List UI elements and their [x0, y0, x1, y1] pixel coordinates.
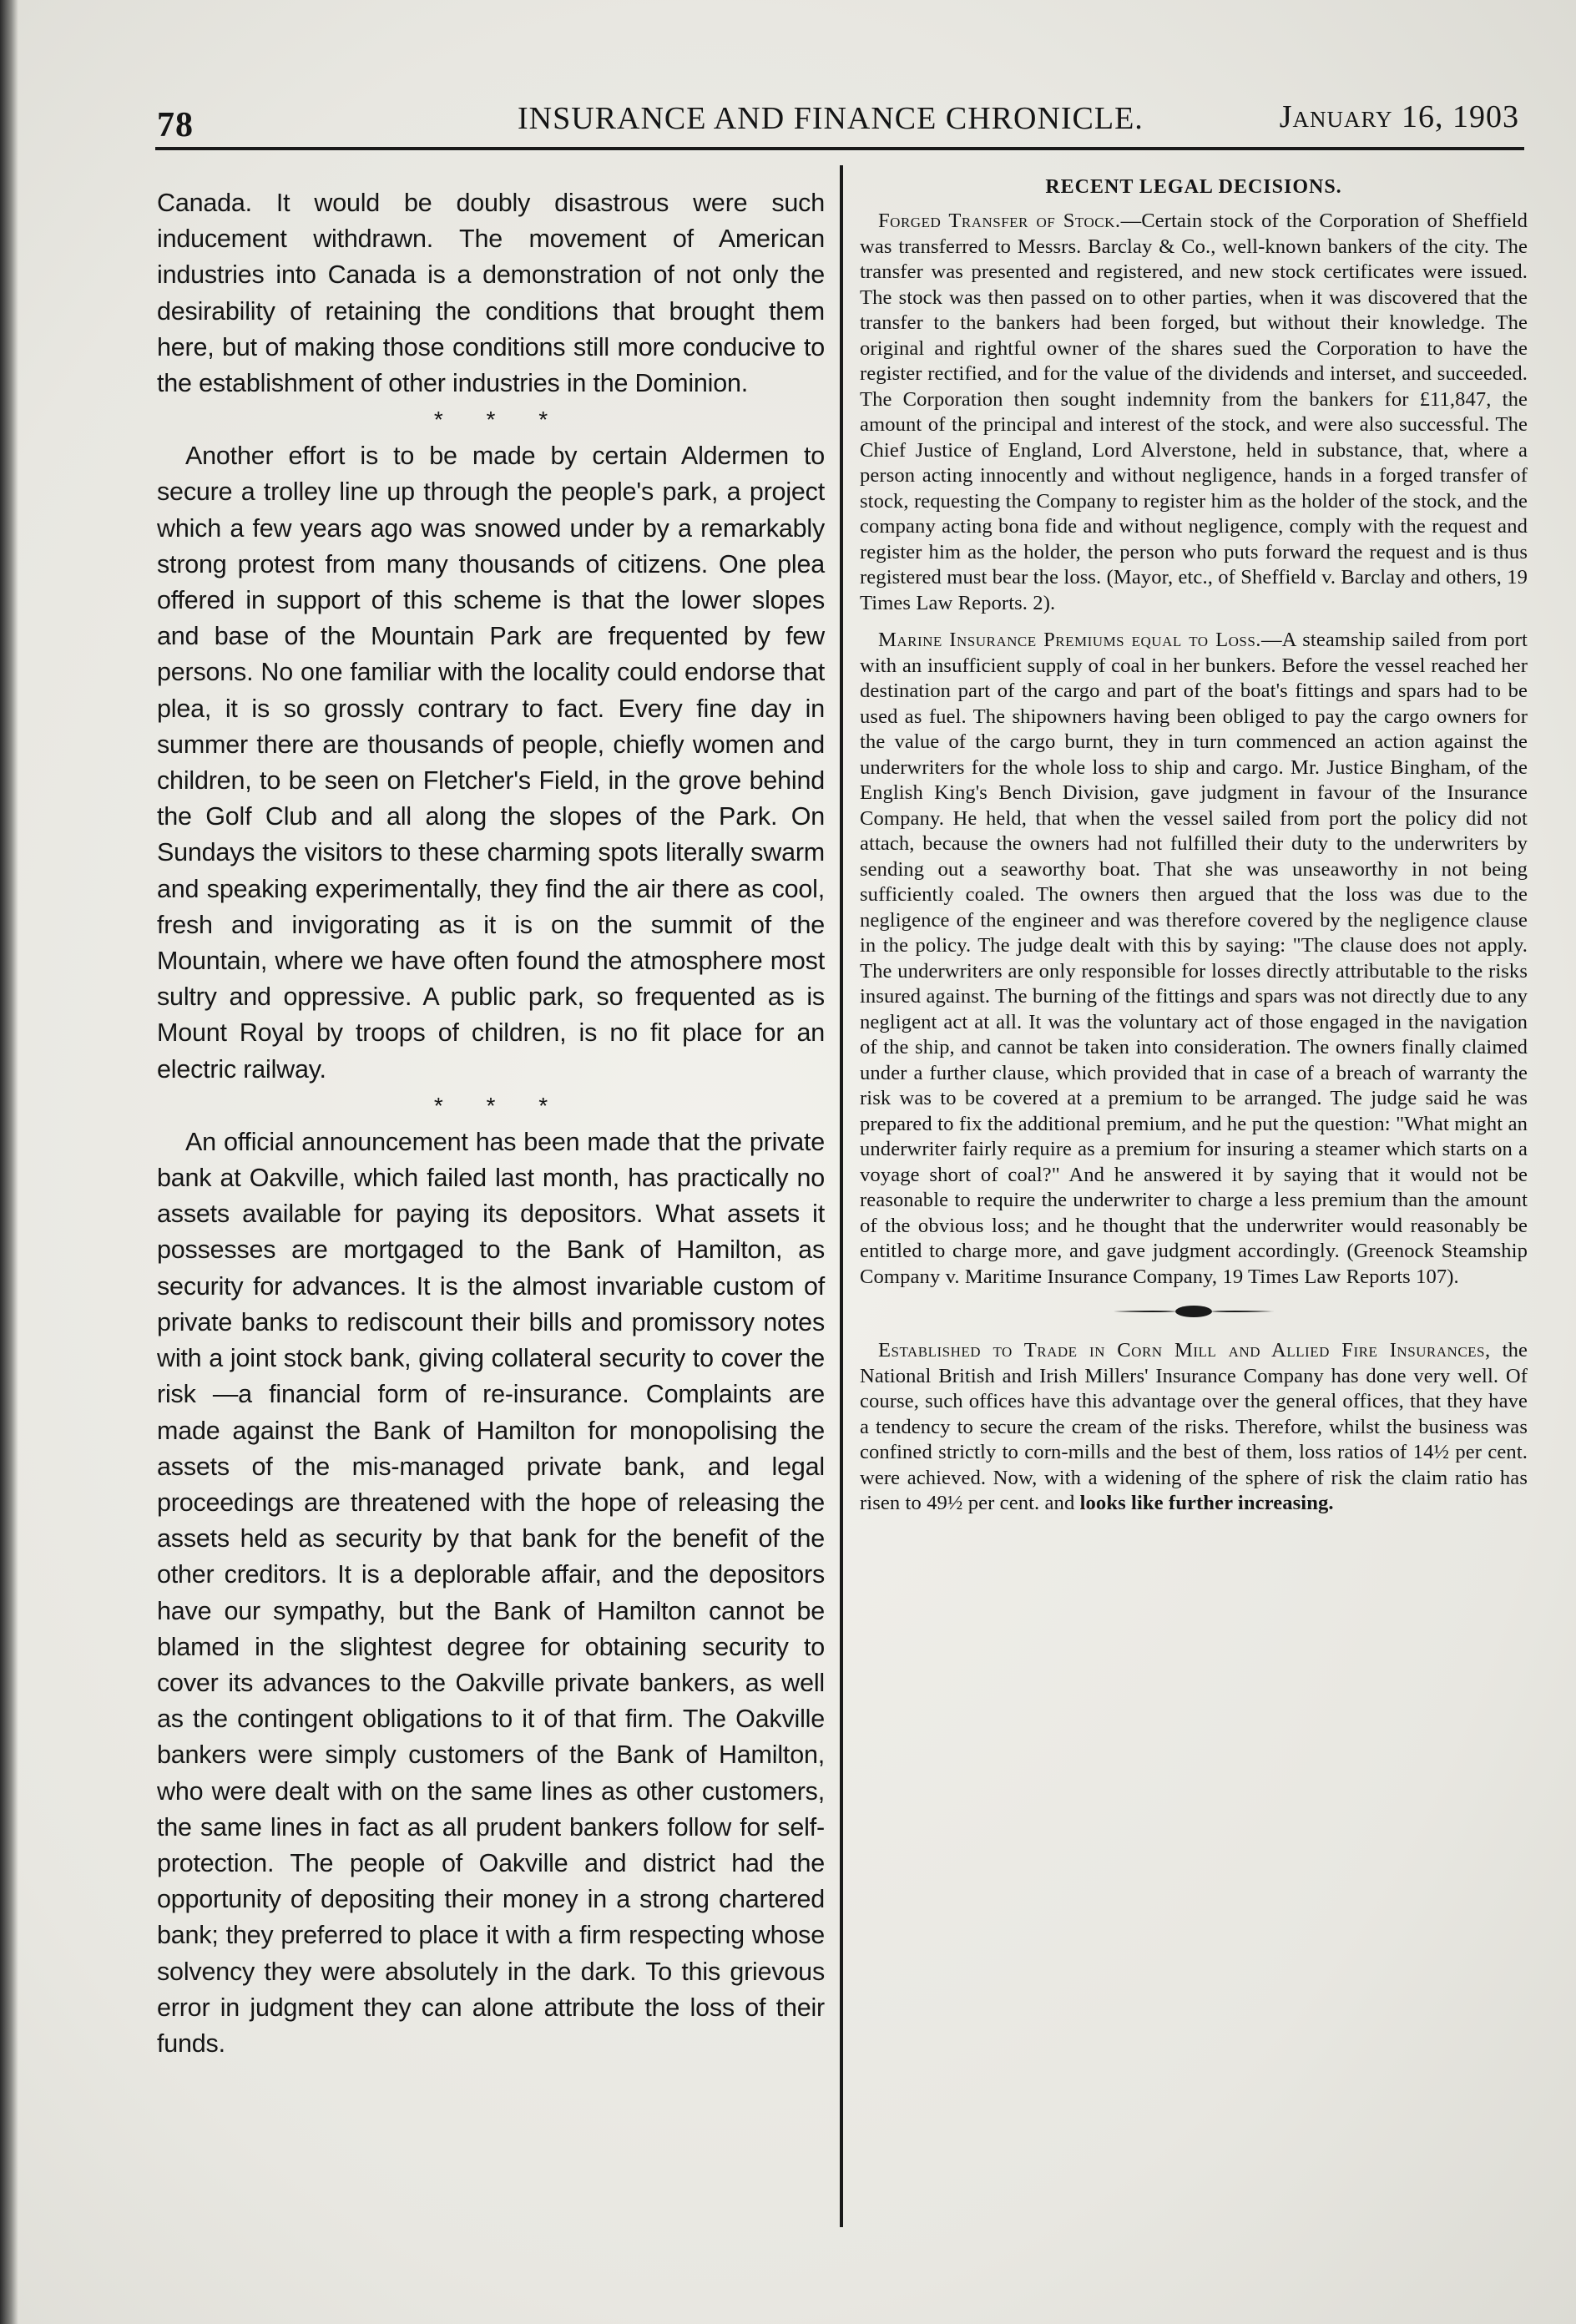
issue-date: January 16, 1903: [1279, 99, 1519, 134]
page-header: [150, 90, 1519, 142]
item-3-end: looks like further increasing.: [1079, 1492, 1334, 1514]
item-millers-insurance: [860, 1338, 1528, 1517]
right-column: [860, 170, 1528, 1528]
case-marine-insurance: [860, 628, 1528, 1290]
case-1-lead: Forged Transfer of Stock.: [878, 210, 1121, 232]
editorial-paragraph-1: Canada. It would be doubly disastrous were such inducement withdrawn. The movement of American industries into Canada is a demonstration of not only the desirability of retaining the conditions that brought them here, but of making those conditions still more conducive to the establishment of other industries in the Dominion.: [157, 189, 825, 398]
case-2-body: —A steamship sailed from port with an insufficient supply of coal in her bunkers. Before the vessel reached her destination part of the cargo and part of the boat's fittings and spars had to be used as fuel. The shipowners having been obliged to pay the cargo owners for the value of the cargo burnt, they in turn commenced an action against the underwriters for the whole loss to ship and cargo. Mr. Justice Bingham, of the English King's Bench Division, gave judgment in favour of the Insurance Company. He held, that when the vessel sailed from port the policy did not attach, because the owners had not fulfilled their duty to the underwriters by sending out a seaworthy boat. That she was unseaworthy in not being sufficiently coaled. The owners then argued that the loss was due to the negligence of the engineer and was therefore covered by the negligence clause in the policy. The judge dealt with this by saying: "The clause does not apply. The underwriters are only responsible for losses directly attributable to the risks insured against. The burning of the fittings and spars was not directly due to any negligent act at all. It was the voluntary act of those engaged in the navigation of the ship, and cannot be taken into consideration. The owners finally claimed under a further clause, which provided that in case of a breach of warranty the risk was to be covered at a premium to be arranged. The judge said he was prepared to fix the additional premium, and he put the question: "What might an underwriter fairly require as a premium for insuring a steamer which starts on a voyage short of coal?" And he answered it by saying that it would not be reasonable to require the underwriter to charge a less premium than the amount of the obvious loss; and he thought that the underwriter would reasonably be entitled to charge more, and gave judgment accordingly. (Greenock Steamship Company v. Maritime Insurance Company, 19 Times Law Reports 107).: [860, 629, 1528, 1288]
column-divider: [840, 165, 843, 2227]
editorial-paragraph-3: An official announcement has been made that the private bank at Oakville, which failed last month, has practically no assets available for paying its depositors. What assets it possesses are mortgaged to the Bank of Hamilton, as security for advances. It is the almost invariable custom of private banks to rediscount their bills and promissory notes with a joint stock bank, giving collateral security to cover the risk —a financial form of re-insurance. Complaints are made against the Bank of Hamilton for monopolising the assets of the mis-managed private bank, and legal proceedings are threatened with the hope of releasing the assets held as security by that bank for the benefit of the other creditors. It is a deplorable affair, and the depositors have our sympathy, but the Bank of Hamilton cannot be blamed in the slightest degree for obtaining security to cover its advances to the Oakville private bankers, as well as the contingent obligations to it of that firm. The Oakville bankers were simply customers of the Bank of Hamilton, who were dealt with on the same lines as other customers, the same lines in fact as all prudent bankers follow for self-protection. The people of Oakville and district had the opportunity of depositing their money in a strong chartered bank; they preferred to place it with a firm respecting whose solvency they were absolutely in the dark. To this grievous error in judgment they can alone attribute the loss of their funds.: [157, 1127, 825, 2058]
editorial-paragraph-2: Another effort is to be made by certain Aldermen to secure a trolley line up through the people's park, a project which a few years ago was snowed under by a remarkably strong protest from many thousands of citizens. One plea offered in support of this scheme is that the lower slopes and base of the Mountain Park are frequented by few persons. No one familiar with the locality could endorse that plea, it is so grossly contrary to fact. Every fine day in summer there are thousands of people, chiefly women and children, to be seen on Fletcher's Field, in the grove behind the Golf Club and all along the slopes of the Park. On Sundays the visitors to these charming spots literally swarm and speaking experimentally, they find the air there as cool, fresh and invigorating as it is on the summit of the Mountain, where we have often found the atmosphere most sultry and oppressive. A public park, so frequented as is Mount Royal by troops of children, is no fit place for an electric railway.: [157, 442, 825, 1084]
section-separator-2: * * *: [433, 1092, 567, 1119]
section-separator-1: * * *: [433, 407, 567, 433]
ornament-divider: [860, 1301, 1528, 1321]
ornament-rule-icon: [1110, 1301, 1277, 1321]
left-column: [157, 185, 825, 2062]
item-3-lead: Established to Trade in Corn Mill and Allied Fire Insurances,: [878, 1339, 1491, 1362]
publication-title: INSURANCE AND FINANCE CHRONICLE.: [518, 101, 1144, 136]
scan-edge-shadow: [0, 0, 18, 2324]
legal-decisions-heading: RECENT LEGAL DECISIONS.: [1045, 176, 1342, 198]
page-number: 78: [157, 106, 194, 144]
item-3-body: the National British and Irish Millers' Insurance Company has done very well. Of course, such offices have this advantage over the general offices, that they have a tendency to secure the cream of the risks. Therefore, whilst the business was confined strictly to corn-mills and the best of them, loss ratios of 14½ per cent. were achieved. Now, with a widening of the sphere of risk the claim ratio has risen to 49½ per cent. and: [860, 1339, 1528, 1514]
case-1-body: —Certain stock of the Corporation of Sheffield was transferred to Messrs. Barclay & Co., well-known bankers of the city. The transfer was presented and registered, and new stock certificates were issued. The stock was then passed on to other parties, when it was discovered that the transfer to the bankers had been forged, but without their knowledge. The original and rightful owner of the shares sued the Corporation to have the register rectified, and for the value of the dividends and interset, and succeeded. The Corporation then sought indemnity from the bankers for £11,847, the amount of the principal and interest of the stock, and were also successful. The Chief Justice of England, Lord Alverstone, held in substance, that, where a person acting innocently and without negligence, hands in a forged transfer of stock, requesting the Company to register him as the holder of the stock, and the company acting bona fide and without negligence, comply with the request and register him as the holder, the person who puts forward the request and is thus registered must bear the loss. (Mayor, etc., of Sheffield v. Barclay and others, 19 Times Law Reports. 2).: [860, 210, 1528, 614]
header-rule: [155, 147, 1524, 150]
case-forged-transfer: [860, 209, 1528, 616]
case-2-lead: Marine Insurance Premiums equal to Loss.: [878, 629, 1261, 651]
